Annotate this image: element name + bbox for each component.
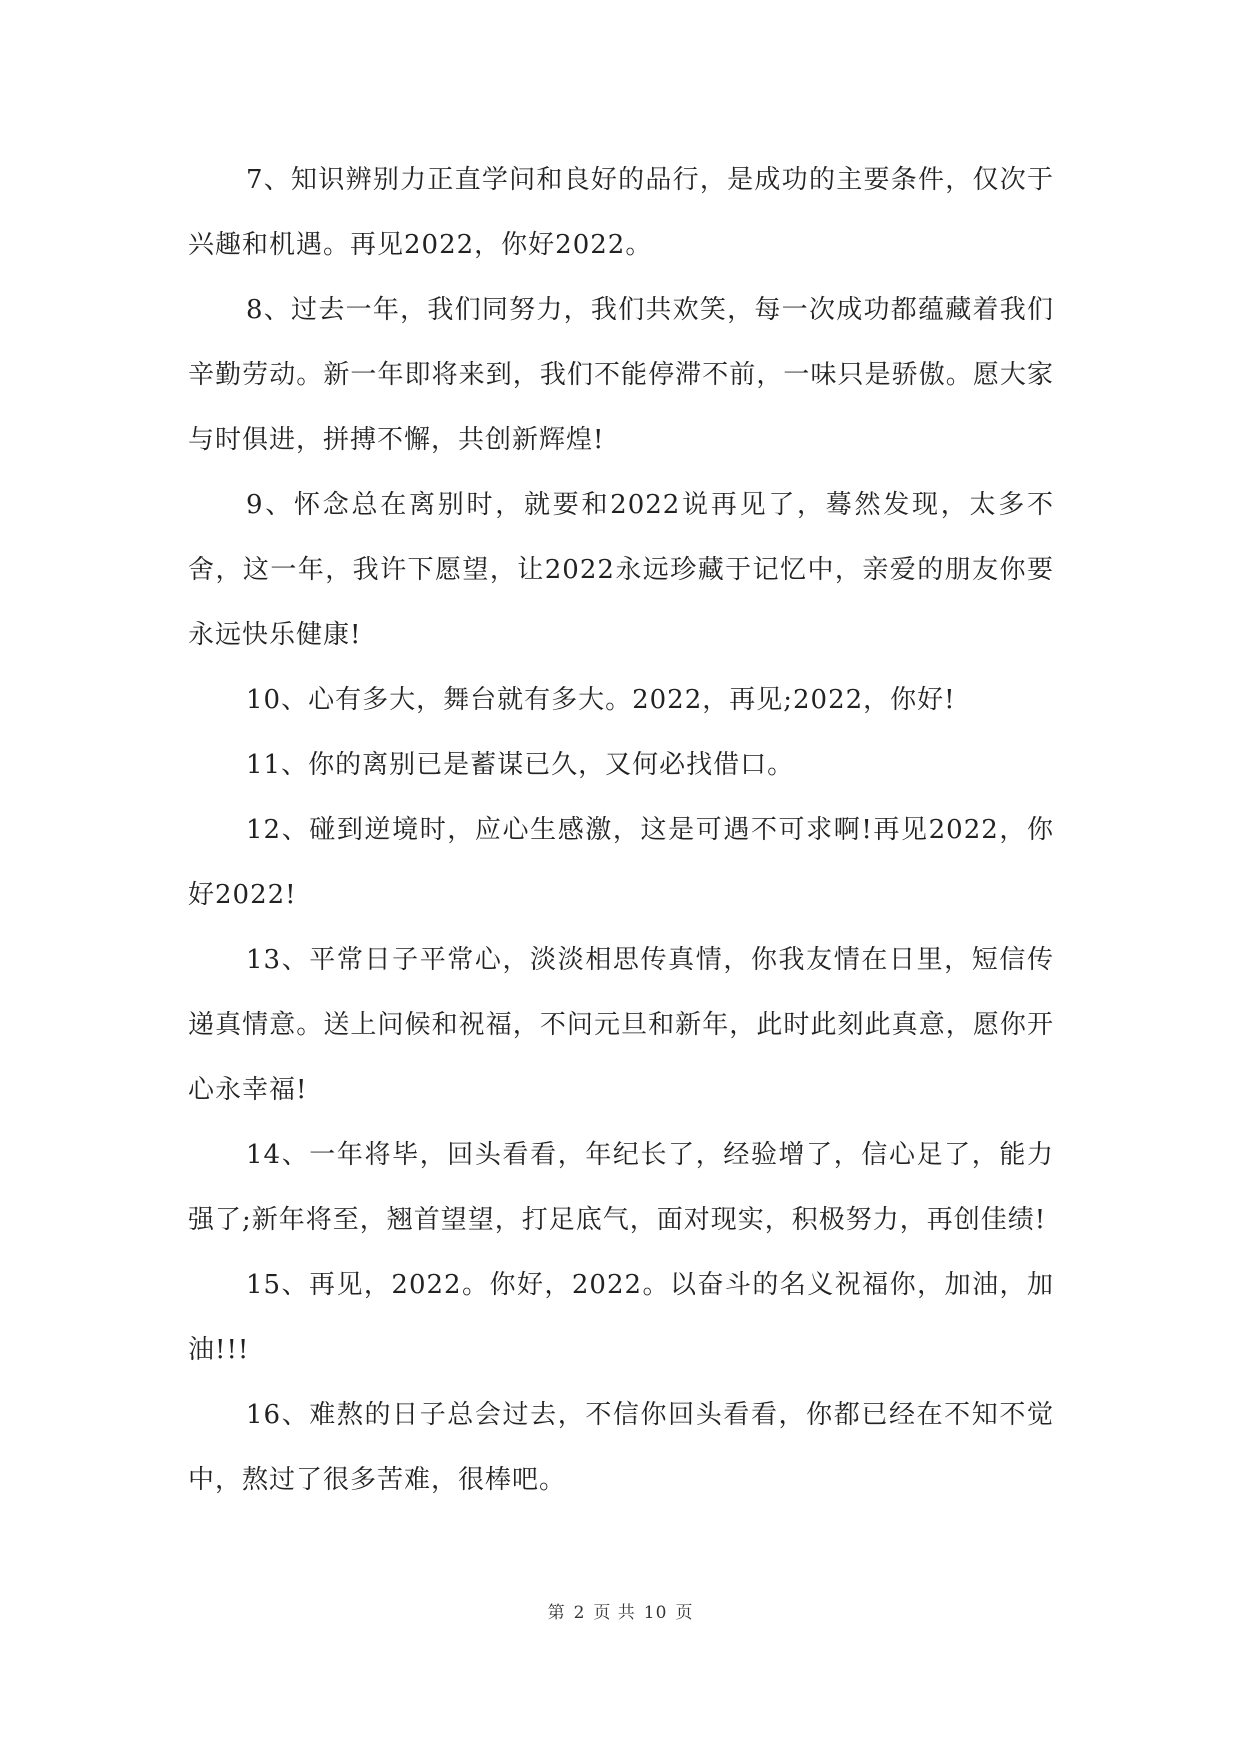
footer-suffix: 页 — [675, 1603, 694, 1623]
total-page-count: 10 — [643, 1603, 668, 1623]
footer-middle: 页 共 — [593, 1603, 636, 1623]
paragraph-9: 9、怀念总在离别时，就要和2022说再见了，蓦然发现，太多不舍，这一年，我许下愿望，让2022永远珍藏于记忆中，亲爱的朋友你要永远快乐健康! — [188, 490, 1054, 650]
paragraph-10: 10、心有多大，舞台就有多大。2022，再见;2022，你好! — [246, 685, 956, 715]
paragraph-16: 16、难熬的日子总会过去，不信你回头看看，你都已经在不知不觉中，熬过了很多苦难，很棒吧。 — [188, 1400, 1054, 1495]
paragraph-13: 13、平常日子平常心，淡淡相思传真情，你我友情在日里，短信传递真情意。送上问候和祝福，不问元旦和新年，此时此刻此真意，愿你开心永幸福! — [188, 945, 1054, 1105]
document-body — [188, 148, 1054, 1513]
page-footer — [0, 1598, 1241, 1623]
current-page-number: 2 — [573, 1603, 586, 1623]
paragraph-15: 15、再见，2022。你好，2022。以奋斗的名义祝福你，加油，加油!!! — [188, 1270, 1054, 1365]
paragraph-8: 8、过去一年，我们同努力，我们共欢笑，每一次成功都蕴藏着我们辛勤劳动。新一年即将来到，我们不能停滞不前，一味只是骄傲。愿大家与时俱进，拼搏不懈，共创新辉煌! — [188, 295, 1054, 455]
paragraph-11: 11、你的离别已是蓄谋已久，又何必找借口。 — [246, 750, 795, 780]
footer-prefix: 第 — [547, 1603, 566, 1623]
paragraph-14: 14、一年将毕，回头看看，年纪长了，经验增了，信心足了，能力强了;新年将至，翘首望望，打足底气，面对现实，积极努力，再创佳绩! — [188, 1140, 1054, 1235]
paragraph-12: 12、碰到逆境时，应心生感激，这是可遇不可求啊!再见2022，你好2022! — [188, 815, 1054, 910]
paragraph-7: 7、知识辨别力正直学问和良好的品行，是成功的主要条件，仅次于兴趣和机遇。再见2022，你好2022。 — [188, 165, 1054, 260]
